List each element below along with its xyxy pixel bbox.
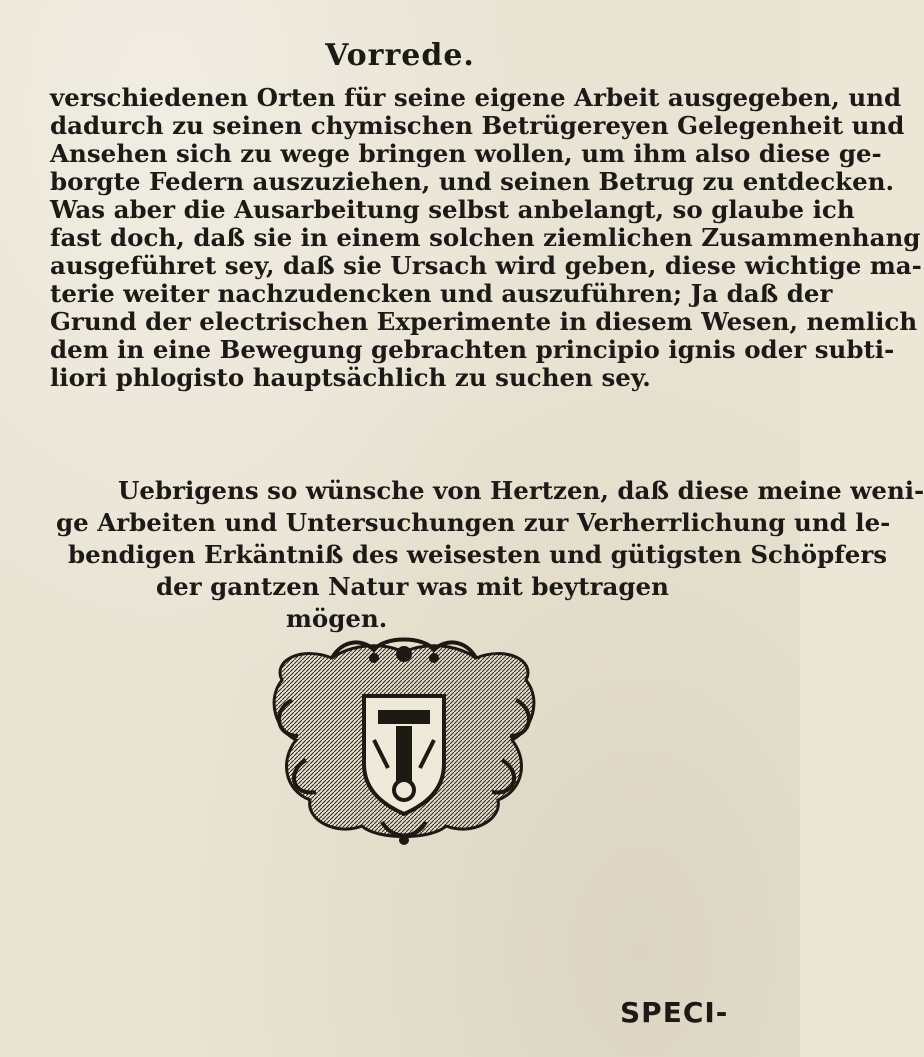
running-head: Vorrede. xyxy=(325,38,475,73)
text-line: Was aber die Ausarbeitung selbst anbelangt, so glaube ich xyxy=(50,195,855,224)
paragraph-2 xyxy=(50,476,924,636)
paragraph-1 xyxy=(50,83,922,392)
text-line: der gantzen Natur was mit beytragen xyxy=(156,572,669,601)
text-line: terie weiter nachzudencken und auszuführen; Ja daß der xyxy=(50,279,833,308)
text-line: bendigen Erkäntniß des weisesten und gütigsten Schöpfers xyxy=(68,540,888,569)
text-line: ausgeführet sey, daß sie Ursach wird geben, diese wichtige ma- xyxy=(50,251,922,280)
text-line: borgte Federn auszuziehen, und seinen Betrug zu entdecken. xyxy=(50,167,895,196)
text-line: dadurch zu seinen chymischen Betrügereyen Gelegenheit und xyxy=(50,111,905,140)
text-line: dem in eine Bewegung gebrachten principio ignis oder subti- xyxy=(50,335,895,364)
text-line: Grund der electrischen Experimente in diesem Wesen, nemlich xyxy=(50,307,918,336)
text-line: verschiedenen Orten für seine eigene Arbeit ausgegeben, und xyxy=(50,83,902,112)
printers-ornament xyxy=(262,640,546,848)
text-line: Ansehen sich zu wege bringen wollen, um ihm also diese ge- xyxy=(50,139,882,168)
text-line: liori phlogisto hauptsächlich zu suchen sey. xyxy=(50,363,651,392)
text-line: fast doch, daß sie in einem solchen ziemlichen Zusammenhang xyxy=(50,223,921,252)
catchword: SPECI- xyxy=(620,996,729,1029)
text-line: mögen. xyxy=(286,604,388,633)
text-line: ge Arbeiten und Untersuchungen zur Verherrlichung und le- xyxy=(56,508,891,537)
text-line: Uebrigens so wünsche von Hertzen, daß diese meine weni- xyxy=(118,476,924,505)
